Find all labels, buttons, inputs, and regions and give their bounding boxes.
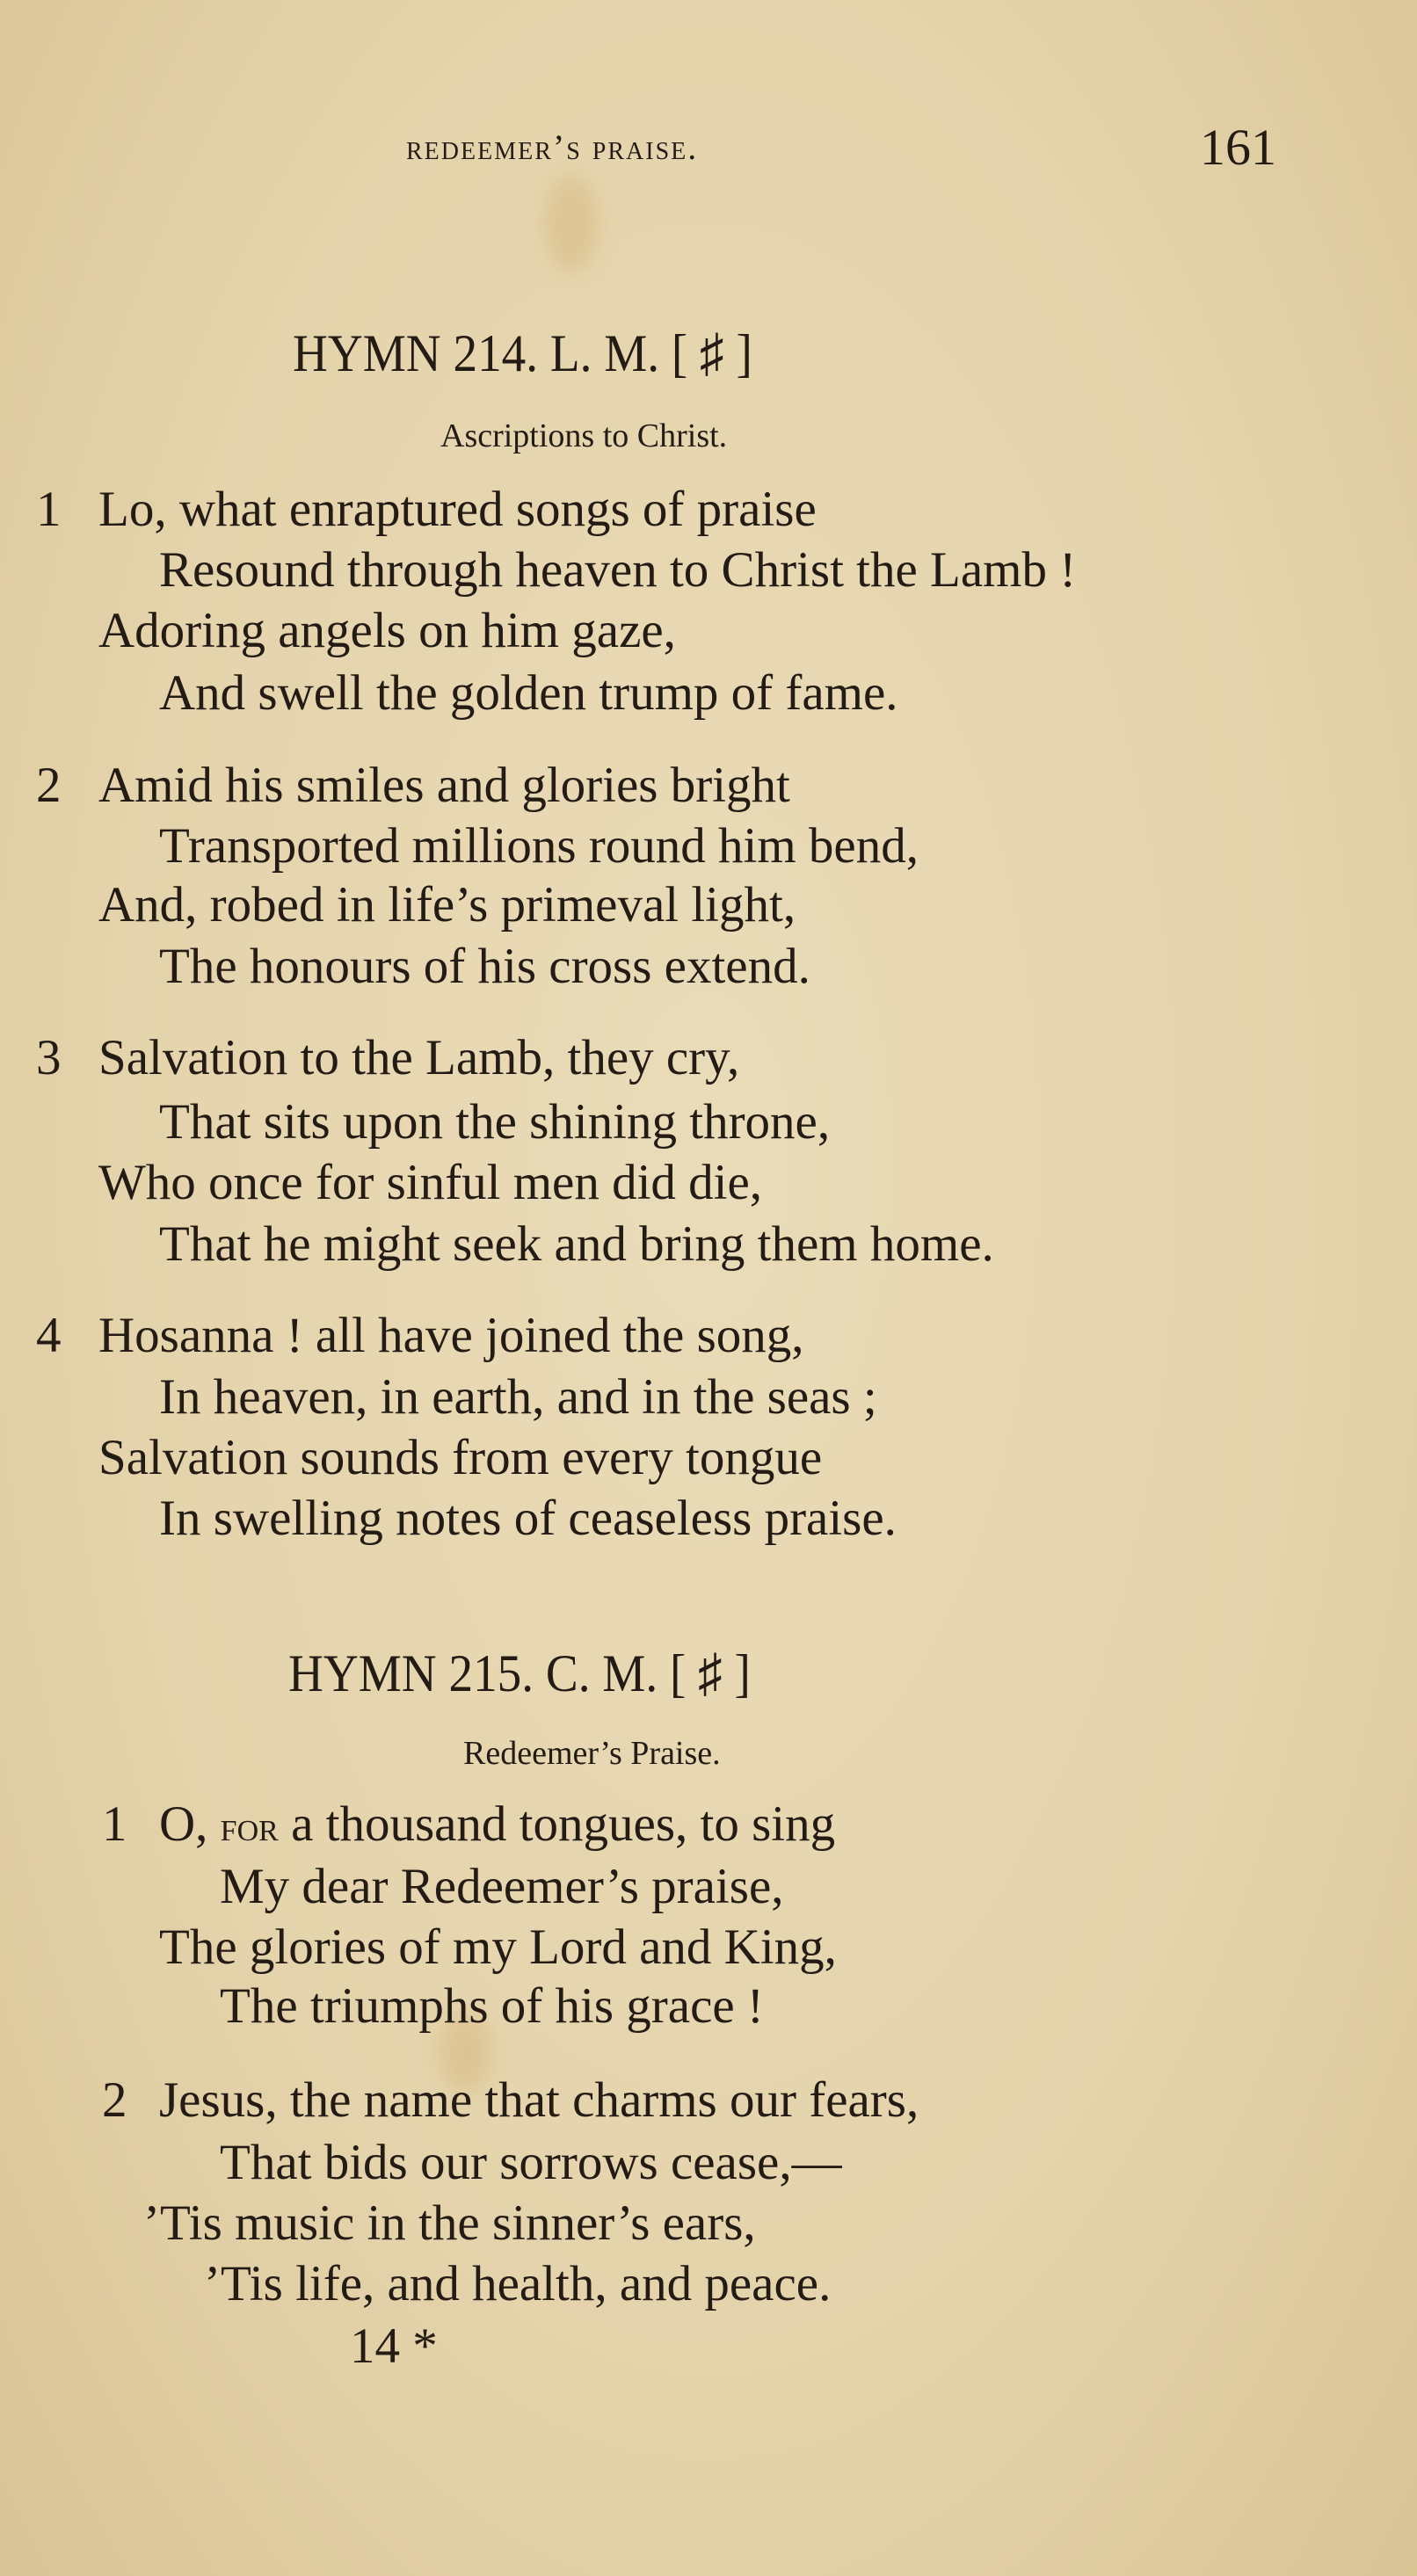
- verse-line: Who once for sinful men did die,: [98, 1155, 763, 1210]
- verse-text: O,: [159, 1796, 221, 1852]
- verse-line: That he might seek and bring them home.: [159, 1216, 994, 1272]
- verse-line: Salvation to the Lamb, they cry,: [98, 1030, 740, 1085]
- verse-line: The honours of his cross extend.: [159, 939, 810, 994]
- signature-mark: 14 *: [350, 2318, 438, 2374]
- verse-line: And swell the golden trump of fame.: [159, 665, 898, 721]
- hymn-heading: HYMN 214. L. M. [ ♯ ]: [293, 324, 752, 382]
- stanza-number: 2: [102, 2072, 127, 2128]
- verse-line: The glories of my Lord and King,: [159, 1919, 837, 1975]
- page-number: 161: [1200, 119, 1276, 176]
- hymn-subtitle: Redeemer’s Praise.: [463, 1735, 721, 1772]
- verse-line: Hosanna ! all have joined the song,: [98, 1308, 804, 1363]
- verse-line: Salvation sounds from every tongue: [98, 1430, 823, 1485]
- verse-line: In swelling notes of ceaseless praise.: [159, 1491, 897, 1546]
- verse-line: My dear Redeemer’s praise,: [220, 1859, 784, 1914]
- small-caps-word: for: [220, 1803, 279, 1850]
- verse-line: In heaven, in earth, and in the seas ;: [159, 1369, 877, 1425]
- running-title: redeemer’s praise.: [406, 127, 699, 167]
- hymn-subtitle: Ascriptions to Christ.: [440, 417, 728, 454]
- verse-line: Lo, what enraptured songs of praise: [98, 482, 817, 537]
- verse-line: Adoring angels on him gaze,: [98, 603, 676, 658]
- stanza-number: 1: [36, 482, 62, 537]
- stanza-number: 3: [36, 1030, 62, 1085]
- verse-line: That sits upon the shining throne,: [159, 1094, 831, 1150]
- verse-line: ’Tis life, and health, and peace.: [204, 2256, 832, 2311]
- hymn-heading: HYMN 215. C. M. [ ♯ ]: [288, 1644, 751, 1702]
- stanza-number: 1: [102, 1796, 127, 1852]
- verse-line: That bids our sorrows cease,—: [220, 2135, 842, 2190]
- stanza-number: 4: [36, 1308, 62, 1363]
- verse-line: Amid his smiles and glories bright: [98, 758, 790, 813]
- verse-text: a thousand tongues, to sing: [278, 1796, 836, 1852]
- verse-line: [159, 1794, 835, 1855]
- stanza-number: 2: [36, 758, 62, 813]
- verse-line: ’Tis music in the sinner’s ears,: [143, 2195, 756, 2251]
- verse-line: Resound through heaven to Christ the Lamb !: [159, 542, 1077, 598]
- verse-line: Transported millions round him bend,: [159, 818, 919, 874]
- verse-line: Jesus, the name that charms our fears,: [159, 2072, 919, 2128]
- paper-stain: [545, 176, 598, 272]
- verse-line: And, robed in life’s primeval light,: [98, 877, 796, 932]
- verse-line: The triumphs of his grace !: [220, 1978, 764, 2034]
